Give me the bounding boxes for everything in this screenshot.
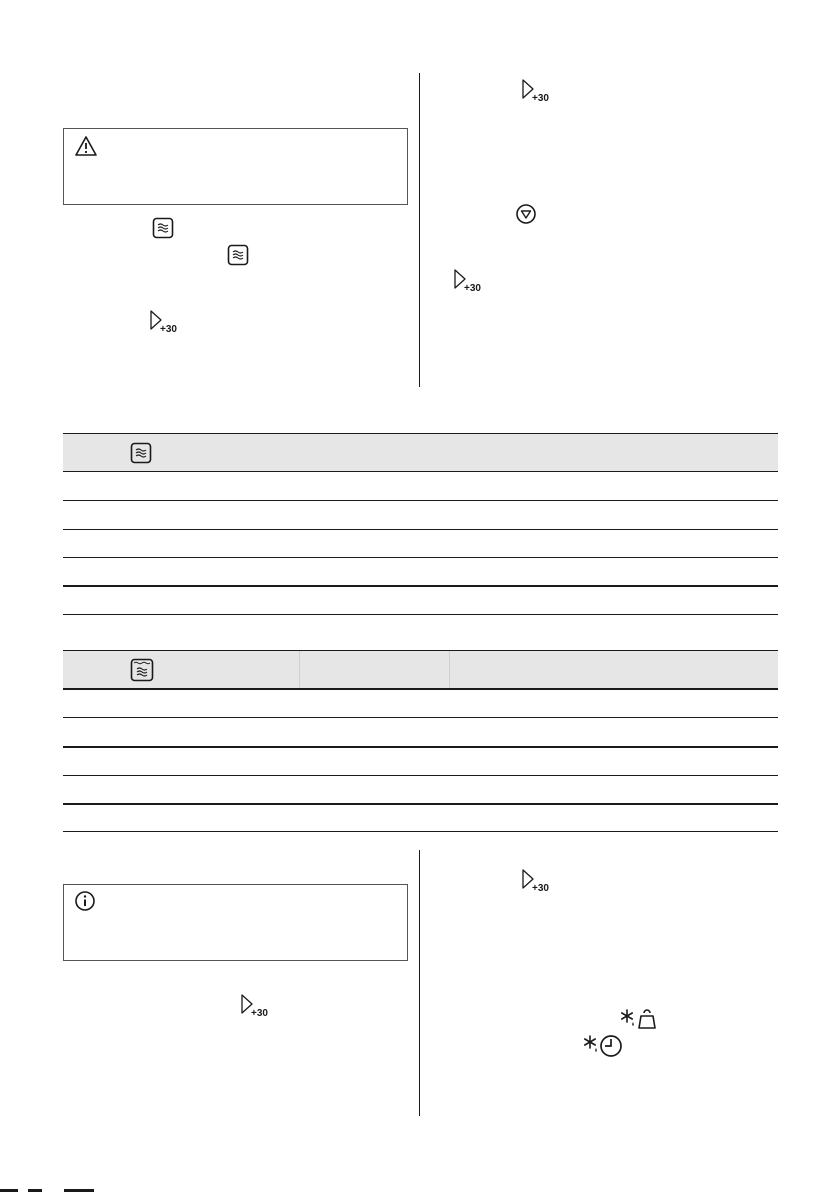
table-row — [63, 803, 778, 805]
table-row — [63, 557, 778, 558]
table-row — [63, 717, 778, 718]
microwave-framed-icon — [130, 658, 154, 682]
warning-icon — [74, 135, 98, 157]
microwave-icon — [227, 244, 249, 266]
table-column-divider — [449, 651, 450, 689]
table-row — [63, 746, 778, 748]
warning-box — [63, 128, 408, 205]
start-plus30-icon — [521, 78, 553, 102]
info-icon — [74, 890, 96, 912]
start-plus30-icon — [453, 268, 485, 292]
start-plus30-icon — [240, 993, 272, 1017]
start-plus30-icon — [149, 309, 181, 333]
defrost-weight-icon — [620, 1007, 660, 1031]
stop-icon — [515, 203, 537, 225]
table-row — [63, 775, 778, 776]
table-row — [63, 688, 778, 690]
table-row — [63, 529, 778, 530]
table-microwave-grill — [63, 650, 778, 835]
table-header — [63, 433, 778, 472]
svg-text:+30: +30 — [251, 1008, 268, 1017]
top-column-divider — [419, 73, 420, 387]
svg-text:+30: +30 — [160, 324, 177, 333]
svg-text:+30: +30 — [464, 283, 481, 292]
table-row — [63, 831, 778, 832]
defrost-time-icon — [583, 1033, 625, 1059]
microwave-icon — [152, 217, 174, 239]
table-row — [63, 500, 778, 501]
svg-text:+30: +30 — [532, 883, 549, 892]
table-row — [63, 614, 778, 615]
table-row — [63, 585, 778, 587]
start-plus30-icon — [521, 868, 553, 892]
info-box — [63, 884, 408, 961]
bottom-column-divider — [419, 850, 420, 1116]
microwave-icon — [130, 442, 152, 464]
svg-text:+30: +30 — [532, 93, 549, 102]
table-row — [63, 471, 778, 472]
table-microwave — [63, 433, 778, 618]
table-column-divider — [299, 651, 300, 689]
table-header — [63, 650, 778, 689]
